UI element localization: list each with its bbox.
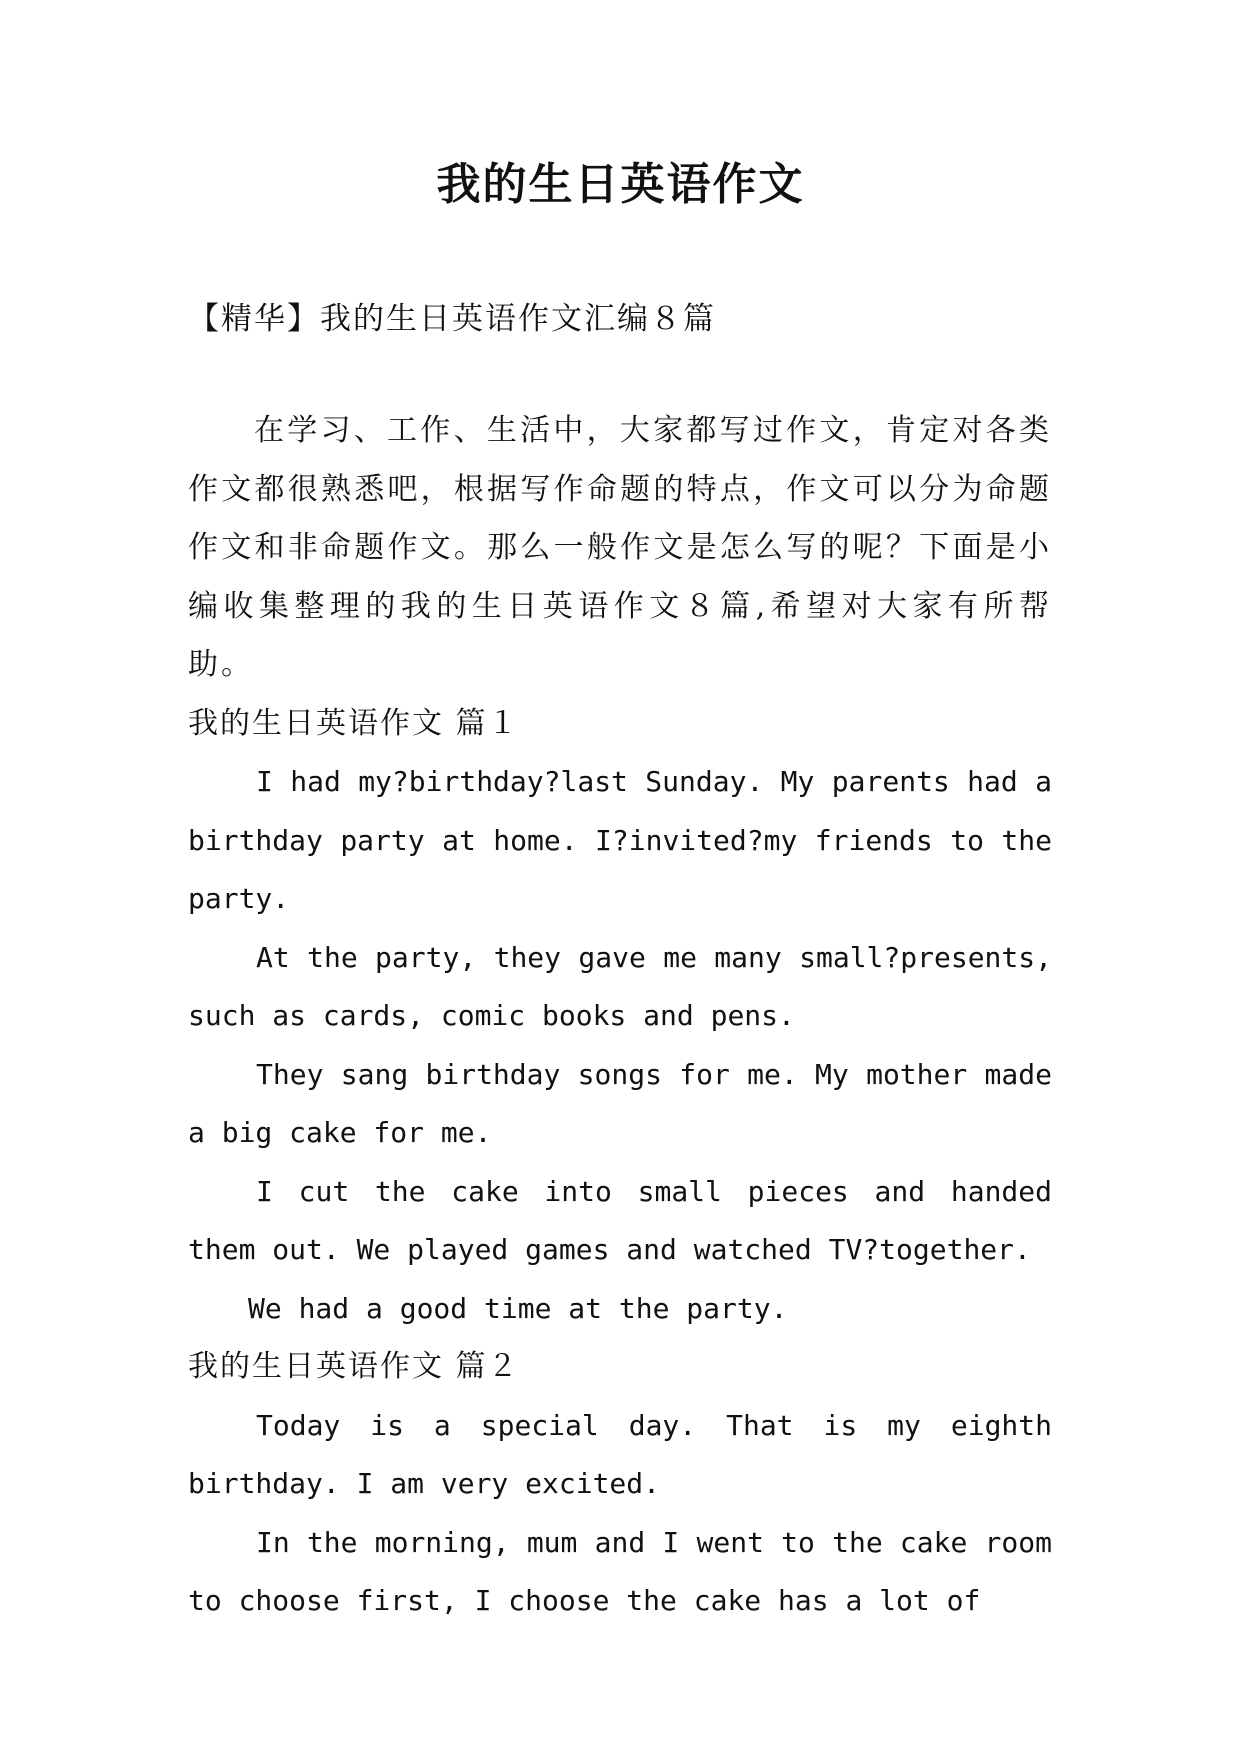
body-paragraph: In the morning, mum and I went to the cake room to choose first, I choose the cake has a lot of: [188, 1525, 1052, 1617]
body-paragraph: Today is a special day. That is my eighth birthday. I am very excited.: [188, 1408, 1052, 1500]
section-heading: 我的生日英语作文 篇１: [188, 705, 520, 741]
body-paragraph: They sang birthday songs for me. My mother made a big cake for me.: [188, 1057, 1052, 1149]
document-body: [188, 402, 1052, 1631]
body-paragraph: I had my?birthday?last Sunday. My parents had a birthday party at home. I?invited?my friends to the party.: [188, 765, 1052, 915]
section-heading: 我的生日英语作文 篇２: [188, 1349, 520, 1384]
body-paragraph: I cut the cake into small pieces and handed them out. We played games and watched TV?together.: [188, 1174, 1052, 1266]
body-paragraph: At the party, they gave me many small?presents, such as cards, comic books and pens.: [188, 940, 1052, 1032]
document-subtitle: 【精华】我的生日英语作文汇编８篇: [188, 301, 716, 337]
document-title: 我的生日英语作文: [436, 159, 805, 210]
body-paragraph: We had a good time at the party.: [248, 1291, 788, 1325]
intro-paragraph: 在学习、工作、生活中，大家都写过作文，肯定对各类作文都很熟悉吧，根据写作命题的特点，作文可以分为命题作文和非命题作文。那么一般作文是怎么写的呢？下面是小编收集整理的我的生日英语作文８篇,希望对大家有所帮助。: [188, 413, 1052, 682]
